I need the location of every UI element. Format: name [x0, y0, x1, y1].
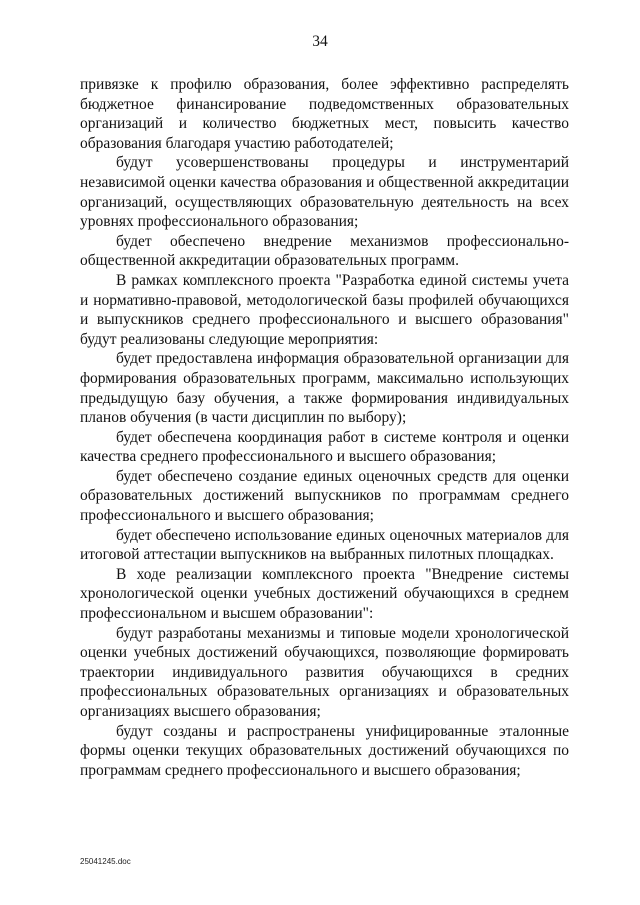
footer-file-code: 25041245.doc: [80, 857, 131, 866]
paragraph-5: будет предоставлена информация образовательной организации для формирования образовательных программ, максимально использующих предыдущую базу обучения, а также формирования индивидуальных планов обучения (в части дисциплин по выбору);: [80, 350, 569, 427]
page-number: 34: [312, 33, 328, 50]
paragraph-11: будут созданы и распространены унифицированные эталонные формы оценки текущих образовательных достижений обучающихся по программам среднего профессионального и высшего образования;: [80, 722, 569, 779]
paragraph-6: будет обеспечена координация работ в системе контроля и оценки качества среднего профессионального и высшего образования;: [80, 428, 569, 466]
document-body: [80, 75, 569, 780]
paragraph-9: В ходе реализации комплексного проекта "Внедрение системы хронологической оценки учебных достижений обучающихся в среднем профессиональном и высшем образовании":: [80, 565, 569, 623]
paragraph-10: будут разработаны механизмы и типовые модели хронологической оценки учебных достижений обучающихся, позволяющие формировать траектории индивидуального развития обучающихся в средних профессиональных образовательных организациях и образовательных организациях высшего образования;: [80, 624, 569, 720]
paragraph-2: будут усовершенствованы процедуры и инструментарий независимой оценки качества образования и общественной аккредитации организаций, осуществляющих образовательную деятельность на всех уровнях профессионального образования;: [80, 154, 569, 231]
paragraph-1: привязке к профилю образования, более эффективно распределять бюджетное финансирование подведомственных образовательных организаций и количество бюджетных мест, повысить качество образования благодаря участию работодателей;: [80, 76, 569, 152]
paragraph-4: В рамках комплексного проекта "Разработка единой системы учета и нормативно-правовой, методологической базы профилей обучающихся и выпускников среднего профессионального и высшего образования" будут реализованы следующие мероприятия:: [80, 271, 569, 348]
paragraph-8: будет обеспечено использование единых оценочных материалов для итоговой аттестации выпускников на выбранных пилотных площадках.: [80, 526, 569, 564]
paragraph-3: будет обеспечено внедрение механизмов профессионально-общественной аккредитации образовательных программ.: [80, 232, 569, 270]
paragraph-7: будет обеспечено создание единых оценочных средств для оценки образовательных достижений выпускников по программам среднего профессионального и высшего образования;: [80, 467, 569, 525]
